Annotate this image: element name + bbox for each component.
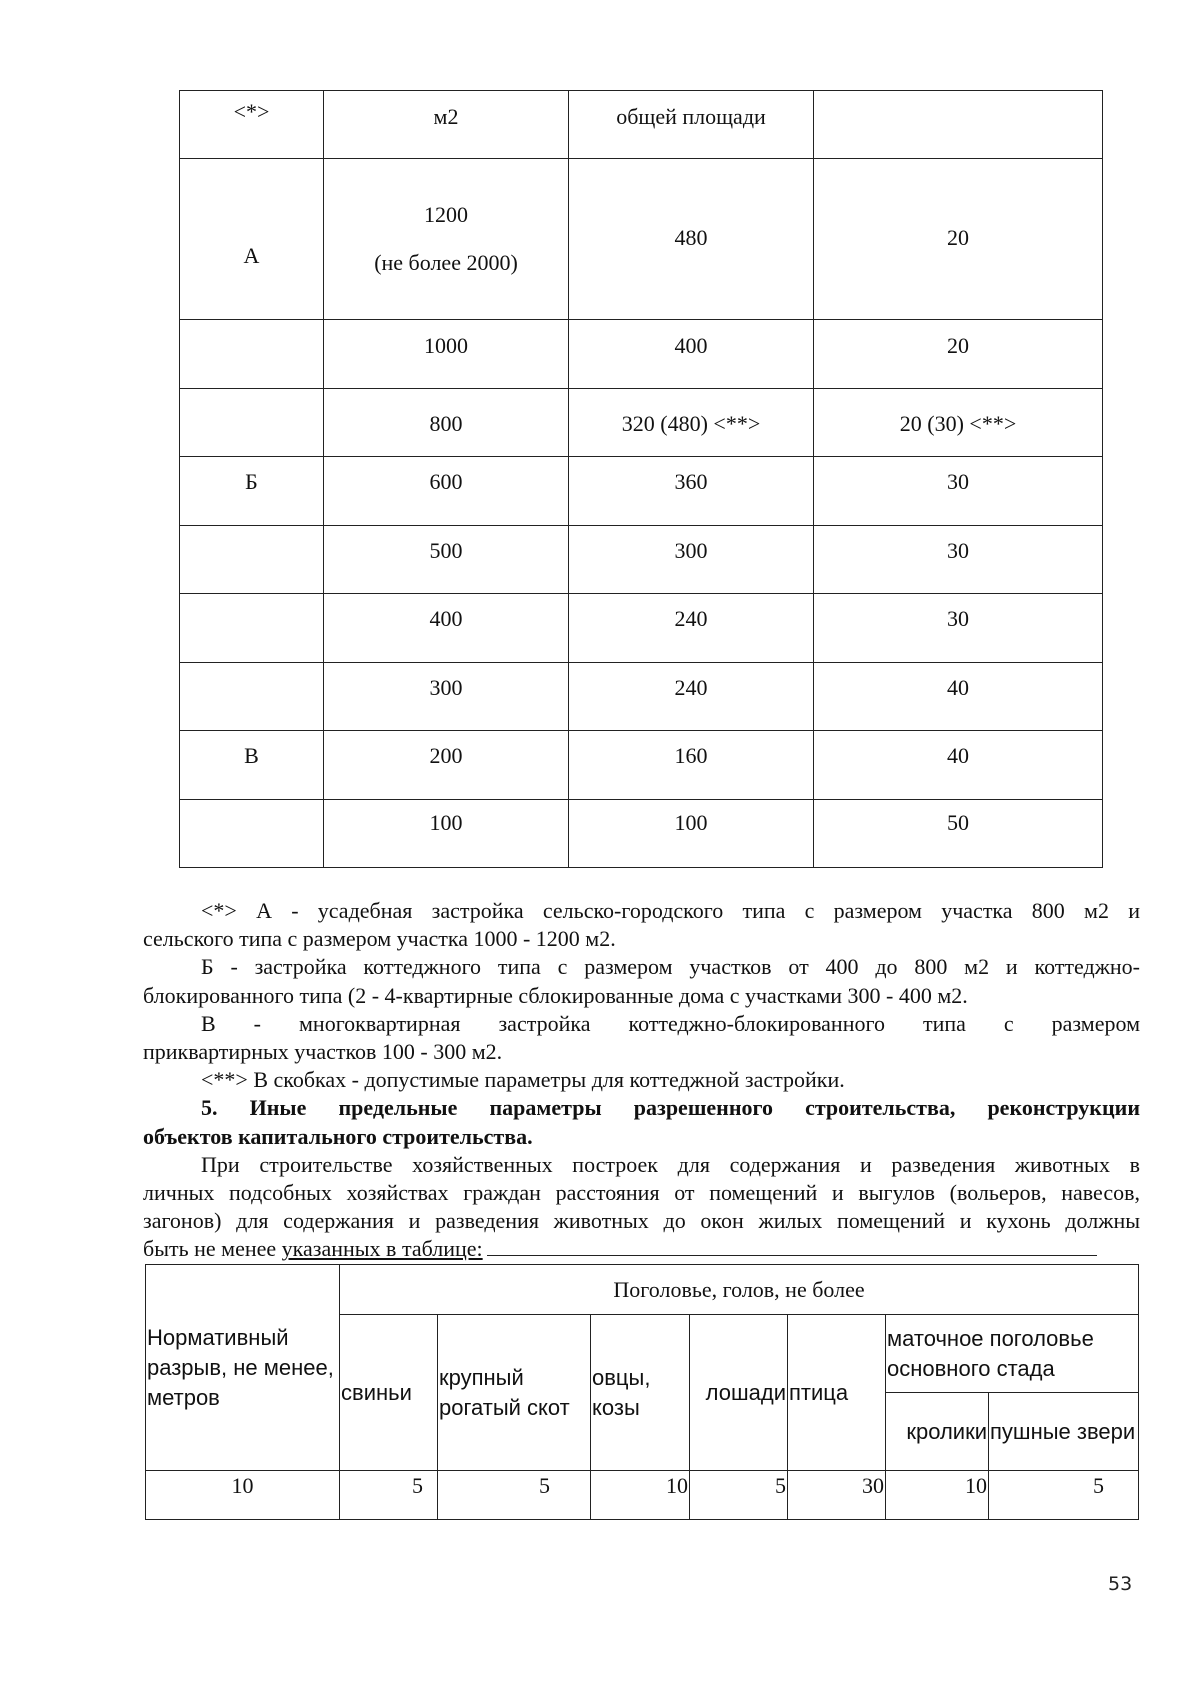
table-cell: 40 — [814, 731, 1103, 799]
table-cell — [180, 662, 324, 730]
table-cell: 200 — [324, 731, 569, 799]
table-cell: 5 — [989, 1471, 1139, 1520]
paragraph-line3: загонов) для содержания и разведения животных до окон жилых помещений и кухонь должны — [143, 1208, 1140, 1234]
table-cell: 30 — [788, 1471, 886, 1520]
table-cell: 30 — [814, 594, 1103, 662]
table-cell: 100 — [569, 799, 814, 867]
table-cell: м2 — [324, 91, 569, 159]
table-cell: 400 — [569, 320, 814, 388]
table-cell: 1000 — [324, 320, 569, 388]
table-cell — [180, 320, 324, 388]
note-b-line2: блокированного типа (2 - 4-квартирные сблокированные дома с участками 300 - 400 м2. — [143, 982, 968, 1008]
table-cell: 20 — [814, 159, 1103, 320]
col-cattle: крупный рогатый скот — [438, 1315, 591, 1471]
table-cell: 10 — [886, 1471, 989, 1520]
table-cell — [180, 388, 324, 456]
note-double-star: <**> В скобках - допустимые параметры для коттеджной застройки. — [201, 1067, 845, 1093]
table-cell — [324, 159, 569, 320]
underline-rule — [487, 1254, 1097, 1256]
table-cell: 300 — [569, 525, 814, 593]
table-header-row — [146, 1265, 1139, 1315]
col-norm-header: Нормативный разрыв, не менее, метров — [146, 1265, 340, 1471]
paragraph-line1: При строительстве хозяйственных построек для содержания и разведения животных в — [201, 1151, 1140, 1177]
group-header: Поголовье, голов, не более — [340, 1265, 1139, 1315]
col-breeding-header: маточное поголовье основного стада — [886, 1315, 1139, 1393]
col-horses: лошади — [690, 1315, 788, 1471]
table-cell: 240 — [569, 662, 814, 730]
col-sheep: овцы, козы — [591, 1315, 690, 1471]
table-cell — [180, 525, 324, 593]
table-cell — [180, 594, 324, 662]
table-row — [180, 662, 1103, 730]
table-cell: A — [180, 159, 324, 320]
table-cell: 320 (480) <**> — [569, 388, 814, 456]
zoning-table — [179, 90, 1103, 868]
note-a-line2: сельского типа с размером участка 1000 - 1200 м2. — [143, 926, 616, 952]
underlined-text: указанных в таблице: — [281, 1236, 483, 1262]
paragraph-line4: быть не менее указанных в таблице: — [143, 1235, 1140, 1263]
table-cell: 5 — [438, 1471, 591, 1520]
table-cell: 160 — [569, 731, 814, 799]
note-v-line1: В - многоквартирная застройка коттеджно-блокированного типа с размером — [201, 1010, 1140, 1036]
col-rabbits: кролики — [886, 1393, 989, 1471]
note-a-line1: <*> А - усадебная застройка сельско-городского типа с размером участка 800 м2 и — [201, 898, 1140, 923]
table-row — [146, 1471, 1139, 1520]
table-cell: 20 — [814, 320, 1103, 388]
table-cell: 480 — [569, 159, 814, 320]
table-cell: 40 — [814, 662, 1103, 730]
notes-block — [143, 897, 1140, 1264]
table-cell: 800 — [324, 388, 569, 456]
area-stack: 1200 (не более 2000) — [374, 202, 518, 276]
table-cell: 360 — [569, 457, 814, 525]
table-row — [180, 799, 1103, 867]
section-heading-line1: 5. Иные предельные параметры разрешенного строительства, реконструкции — [201, 1095, 1140, 1121]
table-cell: 240 — [569, 594, 814, 662]
note-b-line1: Б - застройка коттеджного типа с размером участков от 400 до 800 м2 и коттеджно- — [201, 954, 1140, 980]
col-poultry: птица — [788, 1315, 886, 1471]
section-heading-line2: объектов капитального строительства. — [143, 1123, 533, 1149]
table-cell: 600 — [324, 457, 569, 525]
table-cell: общей площади — [569, 91, 814, 159]
table-row — [180, 388, 1103, 456]
table-row — [180, 159, 1103, 320]
table-cell: 10 — [146, 1471, 340, 1520]
table-cell: 50 — [814, 799, 1103, 867]
table-cell: 400 — [324, 594, 569, 662]
table-cell: <*> — [180, 91, 324, 159]
table-cell: 30 — [814, 525, 1103, 593]
table-cell: Б — [180, 457, 324, 525]
table-cell: 5 — [340, 1471, 438, 1520]
table-cell: 500 — [324, 525, 569, 593]
paragraph-line2: личных подсобных хозяйствах граждан расстояния от помещений и выгулов (вольеров, навесов, — [143, 1180, 1140, 1206]
col-pigs: свиньи — [340, 1315, 438, 1471]
table-row — [180, 320, 1103, 388]
table-cell: В — [180, 731, 324, 799]
page-number: 53 — [1108, 1573, 1133, 1595]
table-cell: 10 — [591, 1471, 690, 1520]
table-row — [180, 457, 1103, 525]
table-cell: 30 — [814, 457, 1103, 525]
table-cell: 100 — [324, 799, 569, 867]
table-cell: 300 — [324, 662, 569, 730]
table-cell: 5 — [690, 1471, 788, 1520]
table-row — [180, 594, 1103, 662]
table-row — [180, 525, 1103, 593]
livestock-distance-table — [145, 1264, 1139, 1520]
note-v-line2: приквартирных участков 100 - 300 м2. — [143, 1039, 503, 1065]
table-cell — [180, 799, 324, 867]
table-row — [180, 731, 1103, 799]
col-fur: пушные звери — [989, 1393, 1139, 1471]
table-header-row — [180, 91, 1103, 159]
table-cell: 20 (30) <**> — [814, 388, 1103, 456]
table-cell — [814, 91, 1103, 159]
